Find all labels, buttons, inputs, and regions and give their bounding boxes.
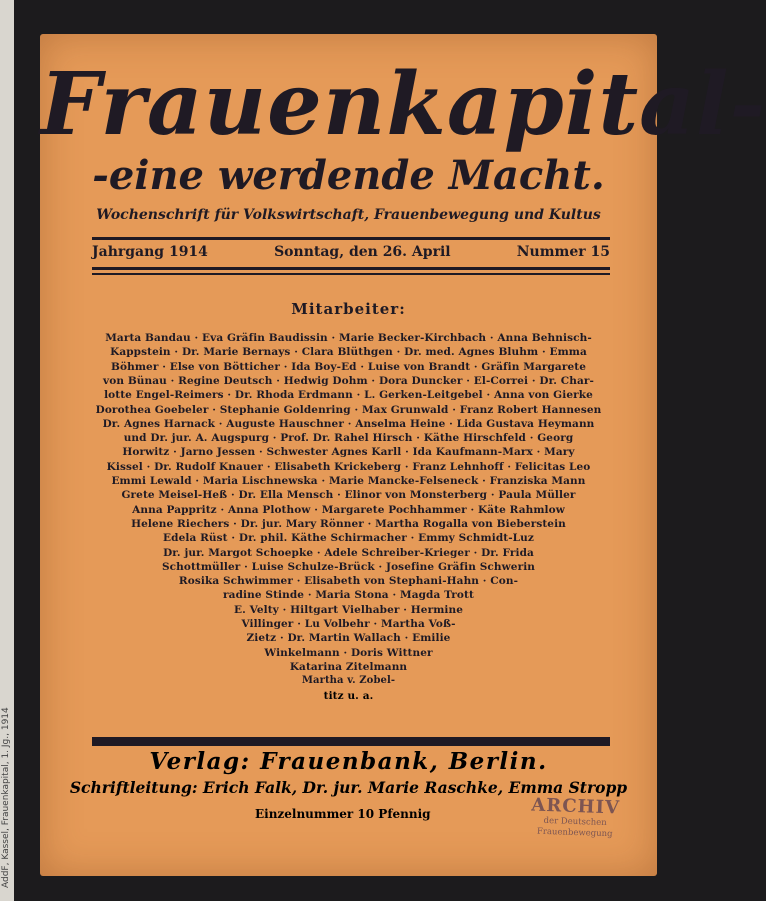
contributor-line: E. Velty · Hiltgart Vielhaber · Hermine <box>233 603 464 616</box>
contributor-line: von Bünau · Regine Deutsch · Hedwig Dohm · Dora Duncker · El-Correi · Dr. Char- <box>103 374 594 387</box>
contributor-line: Anna Pappritz · Anna Plothow · Margarete Pochhammer · Käte Rahmlow <box>132 503 565 516</box>
contributor-line: Martha v. Zobel- <box>301 675 396 687</box>
issue-volume: Jahrgang 1914 <box>92 244 208 260</box>
editors-line: Schriftleitung: Erich Falk, Dr. jur. Marie Raschke, Emma Stropp <box>69 778 628 797</box>
archive-stamp-line2: Frauenbewegung <box>536 826 613 840</box>
contributor-line: Schottmüller · Luise Schulze-Brück · Josefine Gräfin Schwerin <box>161 560 536 573</box>
contributor-line: Dorothea Goebeler · Stephanie Goldenring · Max Grunwald · Franz Robert Hannesen <box>95 403 602 416</box>
contributors-heading: Mitarbeiter: <box>291 300 406 318</box>
masthead-title: Frauenkapital- <box>40 54 766 155</box>
contributor-line: Grete Meisel-Heß · Dr. Ella Mensch · Elinor von Monsterberg · Paula Müller <box>121 489 576 502</box>
contributor-line: Rosika Schwimmer · Elisabeth von Stephani-Hahn · Con- <box>178 575 519 588</box>
contributor-line: Winkelmann · Doris Wittner <box>264 646 433 659</box>
divider-rule-top <box>92 237 610 240</box>
single-issue-price: Einzelnummer 10 Pfennig <box>255 807 431 821</box>
issue-number: Nummer 15 <box>516 244 610 260</box>
divider-rule-middle-a <box>92 267 610 270</box>
publisher-line: Verlag: Frauenbank, Berlin. <box>149 748 548 775</box>
contributor-line: Horwitz · Jarno Jessen · Schwester Agnes Karll · Ida Kaufmann-Marx · Mary <box>122 446 575 459</box>
archive-side-strip <box>0 0 14 901</box>
contributor-line: Marta Bandau · Eva Gräfin Baudissin · Marie Becker-Kirchbach · Anna Behnisch- <box>105 332 592 344</box>
contributor-line: Katarina Zitelmann <box>289 660 408 673</box>
contributor-line: radine Stinde · Maria Stona · Magda Trott <box>223 589 474 602</box>
contributor-line: Dr. jur. Margot Schoepke · Adele Schreiber-Krieger · Dr. Frida <box>163 546 534 559</box>
magazine-cover <box>40 34 766 876</box>
contributor-line: Helene Riechers · Dr. jur. Mary Rönner · Martha Rogalla von Bieberstein <box>131 517 566 530</box>
archive-stamp-line1: der Deutschen <box>543 815 607 829</box>
contributor-line: Villinger · Lu Volbehr · Martha Voß- <box>241 618 456 630</box>
contributor-line: Zietz · Dr. Martin Wallach · Emilie <box>246 632 451 645</box>
contributor-line: Kissel · Dr. Rudolf Knauer · Elisabeth Krickeberg · Franz Lehnhoff · Felicitas Leo <box>106 460 591 473</box>
contributor-line: Dr. Agnes Harnack · Auguste Hauschner · Anselma Heine · Lida Gustava Heymann <box>102 417 595 430</box>
archive-citation-label: AddF, Kassel, Frauenkapital, 1. Jg., 1914 <box>1 707 11 888</box>
masthead-subtitle: Wochenschrift für Volkswirtschaft, Frauenbewegung und Kultus <box>96 207 601 223</box>
divider-rule-middle-b <box>92 273 610 275</box>
contributor-line: Böhmer · Else von Bötticher · Ida Boy-Ed · Luise von Brandt · Gräfin Margarete <box>111 360 586 373</box>
contributor-line: titz u. a. <box>323 689 374 702</box>
contributor-line: Emmi Lewald · Maria Lischnewska · Marie Mancke-Felseneck · Franziska Mann <box>111 475 586 487</box>
masthead-title-line2: -eine werdende Macht. <box>92 152 605 199</box>
archive-stamp-title: ARCHIV <box>531 794 621 819</box>
contributor-line: Kappstein · Dr. Marie Bernays · Clara Blüthgen · Dr. med. Agnes Bluhm · Emma <box>110 346 587 359</box>
contributor-line: Edela Rüst · Dr. phil. Käthe Schirmacher · Emmy Schmidt-Luz <box>163 532 534 545</box>
contributor-line: lotte Engel-Reimers · Dr. Rhoda Erdmann · L. Gerken-Leitgebel · Anna von Gierke <box>104 389 593 402</box>
issue-date: Sonntag, den 26. April <box>274 244 451 260</box>
contributor-line: und Dr. jur. A. Augspurg · Prof. Dr. Rahel Hirsch · Käthe Hirschfeld · Georg <box>123 432 574 445</box>
issue-info-row <box>92 244 610 260</box>
